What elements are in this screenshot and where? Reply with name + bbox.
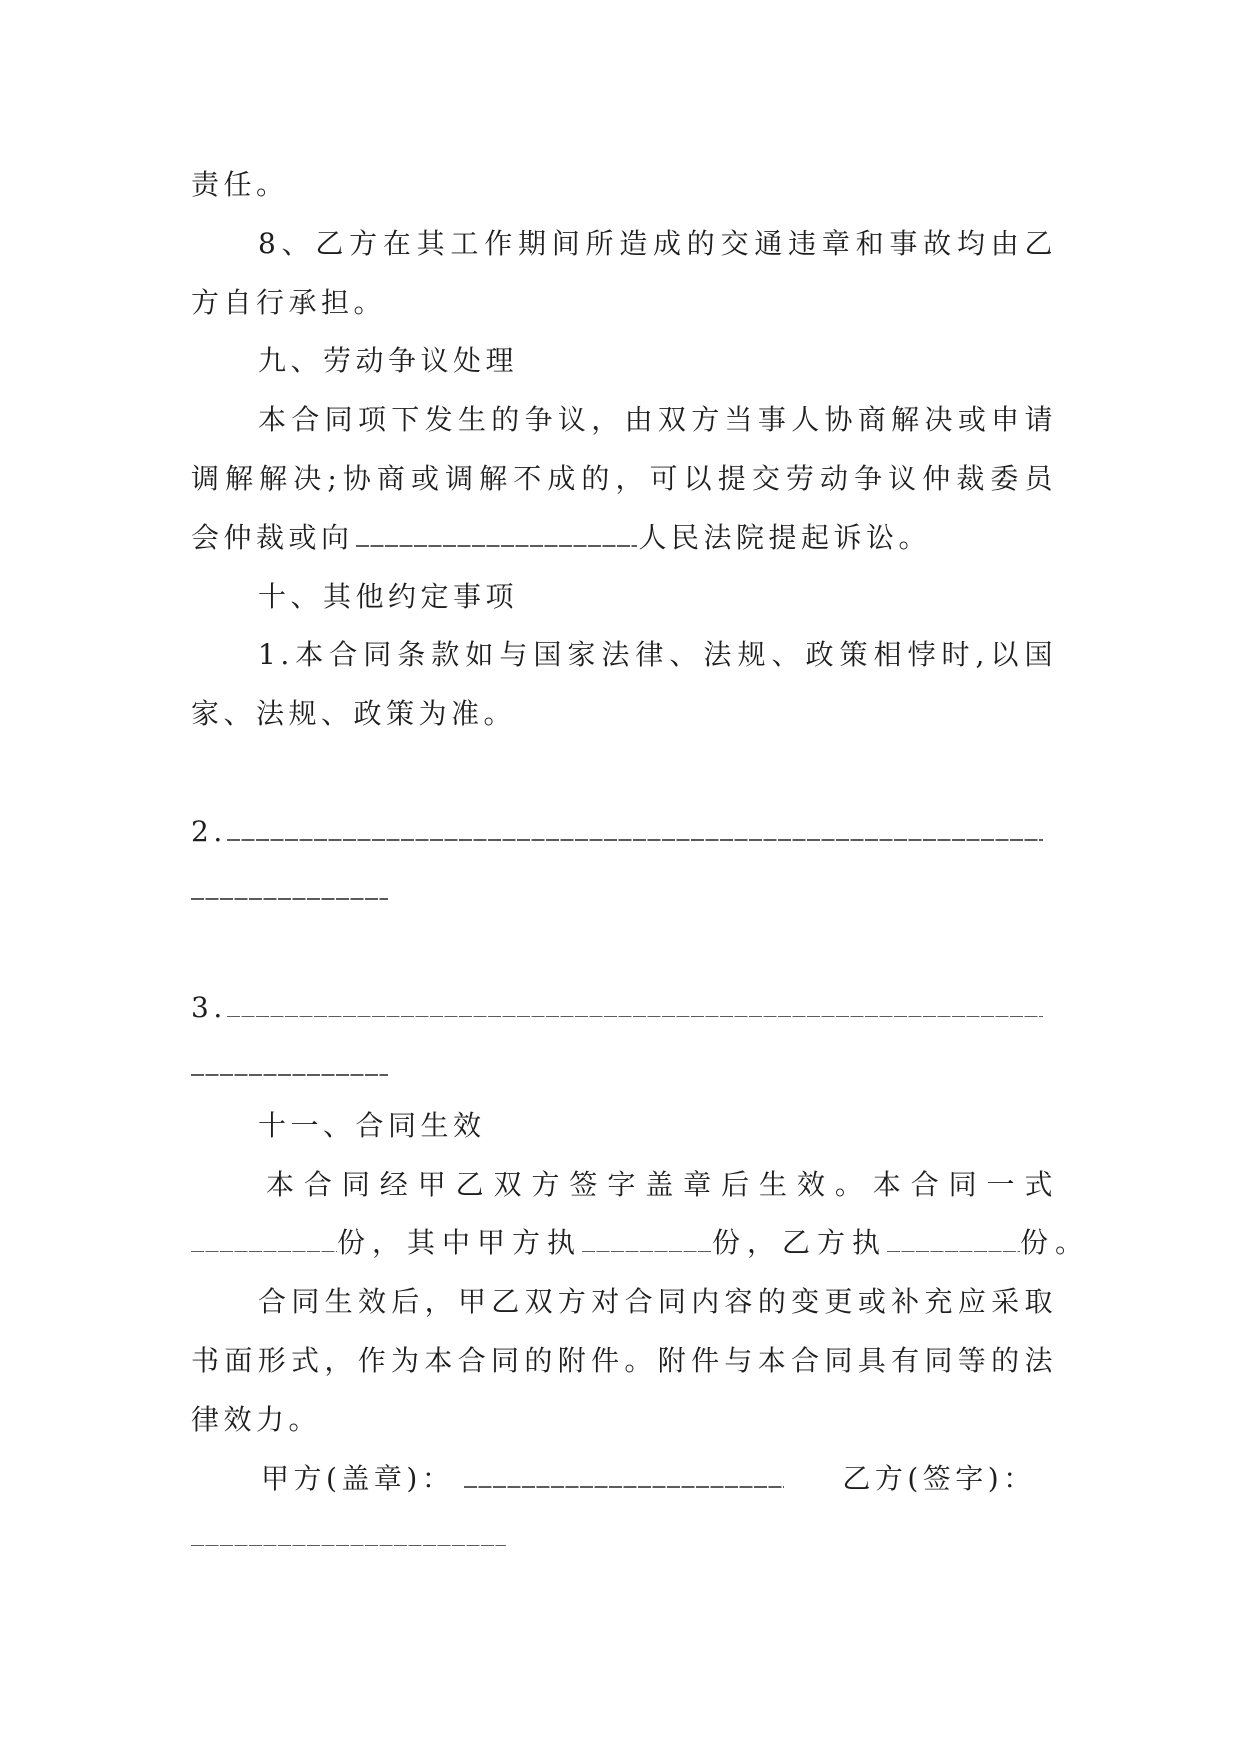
section-10-item-2-line <box>191 803 1057 862</box>
section-heading-text: 十、其他约定事项 <box>258 579 519 613</box>
contract-page <box>191 156 1091 1567</box>
copies-text: 份，乙方执 <box>712 1226 888 1260</box>
signature-line <box>191 1450 1057 1509</box>
section-10-item-3-line <box>191 979 1057 1038</box>
section-9-text: 会仲裁或向 <box>191 520 354 554</box>
section-11-text: 合同生效后，甲乙双方对合同内容的变更或补充应采取 <box>258 1285 1057 1319</box>
empty-line <box>191 920 1057 979</box>
section-9-text: 调解解决;协商或调解不成的，可以提交劳动争议仲裁委员 <box>191 461 1057 495</box>
party-b-copies-blank <box>887 1251 1020 1253</box>
section-10-item-3-line <box>191 1038 1057 1097</box>
court-name-blank <box>356 545 637 547</box>
section-10-item-2-line <box>191 862 1057 921</box>
section-heading-text: 十一、合同生效 <box>258 1108 486 1142</box>
item-3-blank <box>227 1016 1043 1018</box>
item-1-text: 1.本合同条款如与国家法律、法规、政策相悖时,以国 <box>258 638 1057 672</box>
copies-text: 份。 <box>1020 1226 1091 1260</box>
section-10-item-1-line <box>191 685 1057 744</box>
section-9-text: 人民法院提起诉讼。 <box>638 520 932 554</box>
item-2-blank <box>227 839 1043 841</box>
section-9-heading <box>191 332 1057 391</box>
party-b-signature-blank <box>191 1545 506 1547</box>
section-11-para-2-line <box>191 1332 1057 1391</box>
item-1-text: 家、法规、政策为准。 <box>191 697 517 731</box>
item-3-blank <box>191 1074 388 1076</box>
section-11-para-1-line <box>191 1156 1057 1215</box>
paragraph-line <box>191 156 1057 215</box>
total-copies-blank <box>191 1251 337 1253</box>
empty-line <box>191 744 1057 803</box>
section-11-text: 书面形式，作为本合同的附件。附件与本合同具有同等的法 <box>191 1343 1057 1377</box>
party-a-copies-blank <box>582 1251 712 1253</box>
party-b-label: 乙方(签字)： <box>842 1461 1036 1495</box>
continued-text: 责任。 <box>191 168 289 201</box>
party-a-signature-blank <box>464 1486 784 1488</box>
section-9-body-line <box>191 391 1057 450</box>
party-a-label: 甲方(盖章)： <box>261 1461 455 1495</box>
section-10-heading <box>191 568 1057 627</box>
section-10-item-1-line <box>191 626 1057 685</box>
item-2-blank <box>191 898 388 900</box>
section-heading-text: 九、劳动争议处理 <box>258 344 519 378</box>
clause-8-text: 8、乙方在其工作期间所造成的交通违章和事故均由乙 <box>258 226 1057 260</box>
signature-line <box>191 1508 1057 1567</box>
section-9-body-line <box>191 509 1057 568</box>
copies-text: 份，其中甲方执 <box>337 1226 583 1260</box>
section-11-para-2-line <box>191 1391 1057 1450</box>
item-3-label: 3. <box>191 991 227 1025</box>
section-11-para-2-line <box>191 1273 1057 1332</box>
section-11-text: 律效力。 <box>191 1402 322 1436</box>
section-11-heading <box>191 1097 1057 1156</box>
section-9-text: 本合同项下发生的争议，由双方当事人协商解决或申请 <box>258 403 1057 437</box>
clause-8-text: 方自行承担。 <box>191 285 387 319</box>
section-9-body-line <box>191 450 1057 509</box>
clause-8-line <box>191 215 1057 274</box>
section-11-text: 本合同经甲乙双方签字盖章后生效。本合同一式 <box>266 1167 1057 1201</box>
clause-8-line <box>191 274 1057 333</box>
copies-line <box>191 1214 1091 1273</box>
item-2-label: 2. <box>191 814 227 848</box>
